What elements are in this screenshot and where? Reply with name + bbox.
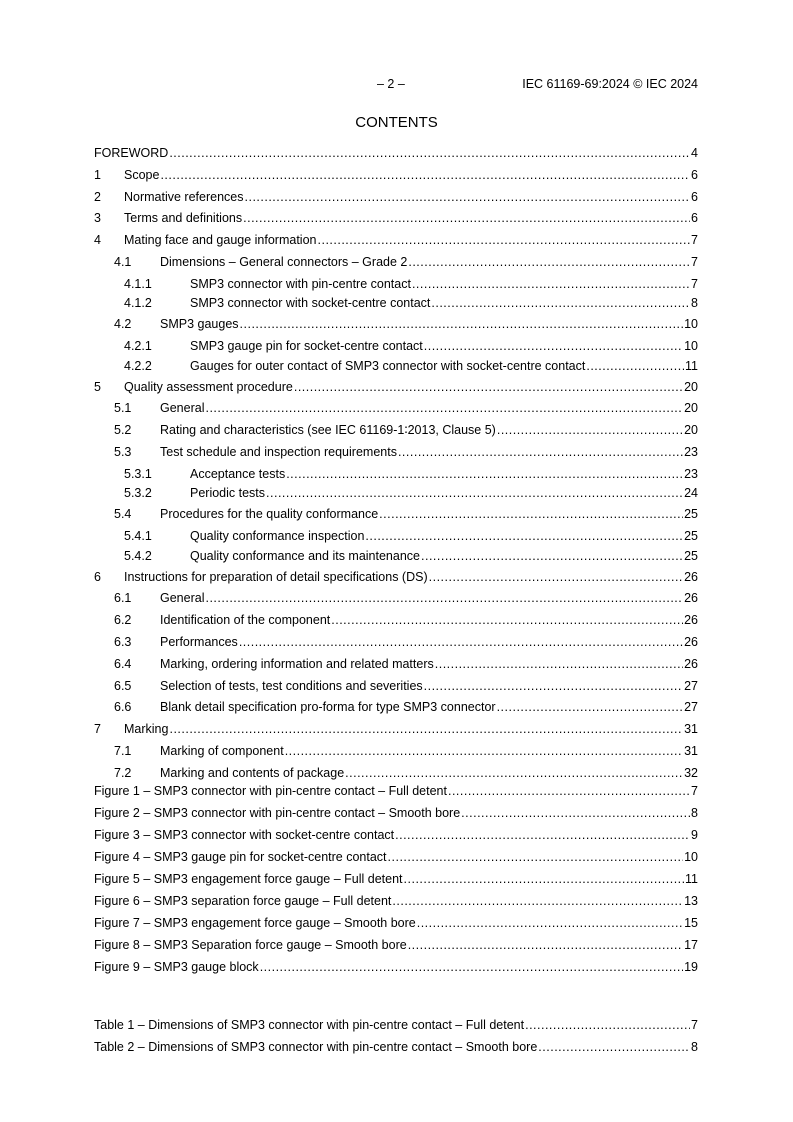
toc-entry-page: 7 — [691, 233, 698, 248]
toc-entry[interactable] — [94, 611, 698, 633]
toc-entry-title: Acceptance tests — [190, 466, 286, 481]
toc-entry[interactable] — [94, 568, 698, 590]
figure-entry-page: 13 — [684, 894, 698, 908]
table-of-contents — [94, 144, 698, 786]
toc-entry[interactable] — [94, 231, 698, 253]
leader-dots — [525, 1016, 690, 1034]
toc-entry-title: Rating and characteristics (see IEC 61169-1∶2013, Clause 5) — [160, 423, 496, 438]
leader-dots — [424, 677, 683, 695]
figure-entry-page: 17 — [684, 938, 698, 952]
leader-dots — [417, 914, 683, 932]
toc-entry-title: SMP3 connector with pin-centre contact — [190, 276, 411, 291]
toc-entry-title: Quality conformance and its maintenance — [190, 548, 420, 563]
toc-entry-title: Marking, ordering information and related matters — [160, 656, 434, 671]
figure-entry-title: Figure 4 – SMP3 gauge pin for socket-centre contact — [94, 850, 387, 864]
toc-entry-page: 10 — [684, 317, 698, 332]
figure-entry-page: 7 — [691, 784, 698, 798]
table-entry-title: Table 2 – Dimensions of SMP3 connector with pin-centre contact – Smooth bore — [94, 1040, 538, 1054]
toc-entry[interactable] — [94, 378, 698, 400]
toc-entry-title: Periodic tests — [190, 486, 266, 501]
figure-entry-title: Figure 3 – SMP3 connector with socket-centre contact — [94, 828, 395, 842]
toc-entry-number: 1 — [94, 167, 101, 182]
toc-entry-page: 31 — [684, 743, 698, 758]
toc-entry-number: 6.2 — [114, 613, 132, 628]
list-of-figures — [94, 782, 698, 980]
toc-entry[interactable] — [94, 720, 698, 742]
toc-entry-title: Blank detail specification pro-forma for type SMP3 connector — [160, 700, 496, 715]
toc-entry[interactable] — [94, 465, 698, 485]
toc-entry-page: 32 — [684, 765, 698, 780]
document-identifier: IEC 61169-69:2024 © IEC 2024 — [522, 77, 698, 91]
toc-entry-page: 6 — [691, 167, 698, 182]
toc-entry[interactable] — [94, 294, 698, 315]
leader-dots — [395, 826, 690, 844]
toc-entry-number: 4 — [94, 233, 101, 248]
figure-entry-page: 19 — [684, 960, 698, 974]
leader-dots — [421, 547, 683, 565]
toc-entry[interactable] — [94, 589, 698, 611]
toc-entry[interactable] — [94, 443, 698, 465]
page-number: – 2 – — [377, 77, 405, 91]
leader-dots — [412, 275, 690, 293]
toc-entry-number: 4.2 — [114, 317, 132, 332]
toc-entry-number: 5.2 — [114, 423, 132, 438]
toc-entry-page: 10 — [684, 339, 698, 354]
figure-entry-page: 10 — [684, 850, 698, 864]
toc-entry-title: SMP3 connector with socket-centre contact — [190, 296, 431, 311]
toc-entry-title: Quality assessment procedure — [124, 379, 293, 394]
toc-entry[interactable] — [94, 188, 698, 210]
leader-dots — [294, 378, 683, 396]
toc-entry-title: Marking — [124, 722, 169, 737]
toc-entry-page: 26 — [684, 591, 698, 606]
toc-entry-page: 25 — [684, 529, 698, 544]
toc-entry-title: FOREWORD — [94, 146, 169, 160]
page-title: CONTENTS — [355, 114, 438, 131]
leader-dots — [260, 958, 683, 976]
toc-entry-page: 7 — [691, 276, 698, 291]
toc-entry-page: 20 — [684, 423, 698, 438]
leader-dots — [266, 484, 683, 502]
leader-dots — [285, 742, 683, 760]
figure-entry-title: Figure 1 – SMP3 connector with pin-centre contact – Full detent — [94, 784, 447, 798]
toc-entry-number: 5.1 — [114, 401, 132, 416]
leader-dots — [408, 253, 690, 271]
toc-entry-page: 20 — [684, 379, 698, 394]
leader-dots — [331, 611, 683, 629]
toc-entry-page: 25 — [684, 507, 698, 522]
leader-dots — [431, 294, 690, 312]
leader-dots — [240, 315, 684, 333]
table-entry[interactable] — [94, 1038, 698, 1060]
toc-entry[interactable] — [94, 698, 698, 720]
leader-dots — [345, 764, 683, 782]
toc-entry-title: Instructions for preparation of detail specifications (DS) — [124, 569, 428, 584]
leader-dots — [205, 399, 683, 417]
leader-dots — [286, 465, 683, 483]
figure-entry[interactable] — [94, 936, 698, 958]
leader-dots — [392, 892, 683, 910]
toc-entry-page: 8 — [691, 296, 698, 311]
figure-entry[interactable] — [94, 804, 698, 826]
toc-entry-page: 24 — [684, 486, 698, 501]
figure-entry[interactable] — [94, 892, 698, 914]
toc-entry-page: 4 — [691, 146, 698, 160]
toc-entry-title: Marking and contents of package — [160, 765, 345, 780]
toc-entry-page: 25 — [684, 548, 698, 563]
toc-entry-page: 26 — [684, 613, 698, 628]
toc-entry-page: 6 — [691, 211, 698, 226]
figure-entry-title: Figure 7 – SMP3 engagement force gauge – Smooth bore — [94, 916, 416, 930]
toc-entry-number: 4.1.2 — [124, 296, 152, 311]
toc-entry-page: 20 — [684, 401, 698, 416]
toc-entry-title: Dimensions – General connectors – Grade 2 — [160, 254, 408, 269]
toc-entry[interactable] — [94, 275, 698, 295]
toc-entry-page: 6 — [691, 189, 698, 204]
figure-entry[interactable] — [94, 958, 698, 980]
toc-entry-title: SMP3 gauges — [160, 317, 239, 332]
toc-entry-title: Scope — [124, 167, 160, 182]
toc-entry-title: Quality conformance inspection — [190, 529, 365, 544]
toc-entry-number: 5.4 — [114, 507, 132, 522]
figure-entry[interactable] — [94, 826, 698, 848]
toc-entry-title: Selection of tests, test conditions and severities — [160, 678, 423, 693]
leader-dots — [239, 633, 683, 651]
table-entry-page: 7 — [691, 1018, 698, 1032]
leader-dots — [205, 589, 683, 607]
leader-dots — [398, 443, 683, 461]
toc-entry-number: 4.1.1 — [124, 276, 152, 291]
figure-entry-title: Figure 8 – SMP3 Separation force gauge – Smooth bore — [94, 938, 407, 952]
toc-entry[interactable] — [94, 505, 698, 527]
leader-dots — [538, 1038, 690, 1056]
leader-dots — [586, 357, 684, 375]
page-header — [94, 76, 698, 92]
figure-entry[interactable] — [94, 848, 698, 870]
toc-entry-page: 23 — [684, 444, 698, 459]
figure-entry[interactable] — [94, 914, 698, 936]
toc-entry-page: 23 — [684, 466, 698, 481]
figure-entry-page: 15 — [684, 916, 698, 930]
toc-entry-page: 26 — [684, 634, 698, 649]
leader-dots — [497, 421, 683, 439]
toc-entry-number: 6 — [94, 569, 101, 584]
toc-entry-number: 5.4.2 — [124, 548, 152, 563]
toc-entry-number: 4.2.2 — [124, 358, 152, 373]
toc-entry[interactable] — [94, 357, 698, 378]
toc-entry-title: Identification of the component — [160, 613, 331, 628]
figure-entry-page: 9 — [691, 828, 698, 842]
toc-entry-title: Gauges for outer contact of SMP3 connector with socket-centre contact — [190, 358, 586, 373]
leader-dots — [365, 527, 683, 545]
toc-entry[interactable] — [94, 655, 698, 677]
toc-entry-number: 6.4 — [114, 656, 132, 671]
figure-entry[interactable] — [94, 870, 698, 892]
leader-dots — [245, 188, 691, 206]
toc-entry-title: Marking of component — [160, 743, 284, 758]
toc-entry-page: 27 — [684, 700, 698, 715]
toc-entry-title: Procedures for the quality conformance — [160, 507, 379, 522]
toc-entry-number: 6.5 — [114, 678, 132, 693]
figure-entry-title: Figure 5 – SMP3 engagement force gauge – Full detent — [94, 872, 403, 886]
toc-entry-title: Mating face and gauge information — [124, 233, 317, 248]
toc-entry-number: 7.2 — [114, 765, 132, 780]
leader-dots — [448, 782, 690, 800]
toc-entry[interactable] — [94, 742, 698, 764]
toc-entry[interactable] — [94, 421, 698, 443]
toc-entry-number: 5.3 — [114, 444, 132, 459]
table-entry-title: Table 1 – Dimensions of SMP3 connector with pin-centre contact – Full detent — [94, 1018, 525, 1032]
leader-dots — [404, 870, 684, 888]
toc-entry[interactable] — [94, 484, 698, 505]
toc-entry-number: 2 — [94, 189, 101, 204]
toc-entry[interactable] — [94, 209, 698, 231]
toc-entry-number: 3 — [94, 211, 101, 226]
toc-entry[interactable] — [94, 144, 698, 166]
figure-entry-title: Figure 6 – SMP3 separation force gauge – Full detent — [94, 894, 392, 908]
toc-entry[interactable] — [94, 633, 698, 655]
toc-entry-number: 4.1 — [114, 254, 132, 269]
toc-entry-title: Performances — [160, 634, 238, 649]
leader-dots — [169, 144, 690, 162]
toc-entry[interactable] — [94, 253, 698, 275]
toc-entry-title: General — [160, 591, 205, 606]
toc-entry[interactable] — [94, 527, 698, 547]
toc-entry-number: 4.2.1 — [124, 339, 152, 354]
toc-entry-number: 6.6 — [114, 700, 132, 715]
leader-dots — [388, 848, 684, 866]
toc-entry-page: 11 — [685, 358, 698, 373]
toc-entry[interactable] — [94, 677, 698, 699]
leader-dots — [429, 568, 683, 586]
toc-entry-number: 7 — [94, 722, 101, 737]
leader-dots — [461, 804, 690, 822]
table-entry-page: 8 — [691, 1040, 698, 1054]
toc-entry-number: 5.3.2 — [124, 486, 152, 501]
toc-entry[interactable] — [94, 337, 698, 357]
figure-entry-page: 8 — [691, 806, 698, 820]
toc-entry-number: 5.3.1 — [124, 466, 152, 481]
leader-dots — [497, 698, 684, 716]
toc-entry-number: 7.1 — [114, 743, 132, 758]
leader-dots — [318, 231, 691, 249]
toc-entry-page: 31 — [684, 722, 698, 737]
leader-dots — [408, 936, 683, 954]
toc-entry-number: 6.1 — [114, 591, 132, 606]
figure-entry-title: Figure 9 – SMP3 gauge block — [94, 960, 259, 974]
toc-entry[interactable] — [94, 166, 698, 188]
leader-dots — [424, 337, 683, 355]
toc-entry-number: 6.3 — [114, 634, 132, 649]
toc-entry-page: 26 — [684, 656, 698, 671]
toc-entry-title: Test schedule and inspection requirements — [160, 444, 397, 459]
leader-dots — [379, 505, 683, 523]
list-of-tables — [94, 1016, 698, 1060]
toc-entry[interactable] — [94, 399, 698, 421]
toc-entry[interactable] — [94, 315, 698, 337]
leader-dots — [435, 655, 683, 673]
toc-entry-page: 7 — [691, 254, 698, 269]
toc-entry-page: 26 — [684, 569, 698, 584]
leader-dots — [169, 720, 683, 738]
figure-entry-title: Figure 2 – SMP3 connector with pin-centre contact – Smooth bore — [94, 806, 461, 820]
table-entry[interactable] — [94, 1016, 698, 1038]
figure-entry[interactable] — [94, 782, 698, 804]
toc-entry-number: 5 — [94, 379, 101, 394]
leader-dots — [243, 209, 690, 227]
toc-entry-title: Normative references — [124, 189, 244, 204]
toc-entry-title: General — [160, 401, 205, 416]
toc-entry-page: 27 — [684, 678, 698, 693]
toc-entry-title: SMP3 gauge pin for socket-centre contact — [190, 339, 423, 354]
leader-dots — [160, 166, 690, 184]
toc-entry[interactable] — [94, 547, 698, 568]
toc-entry-number: 5.4.1 — [124, 529, 152, 544]
toc-entry-title: Terms and definitions — [124, 211, 243, 226]
figure-entry-page: 11 — [685, 872, 698, 886]
